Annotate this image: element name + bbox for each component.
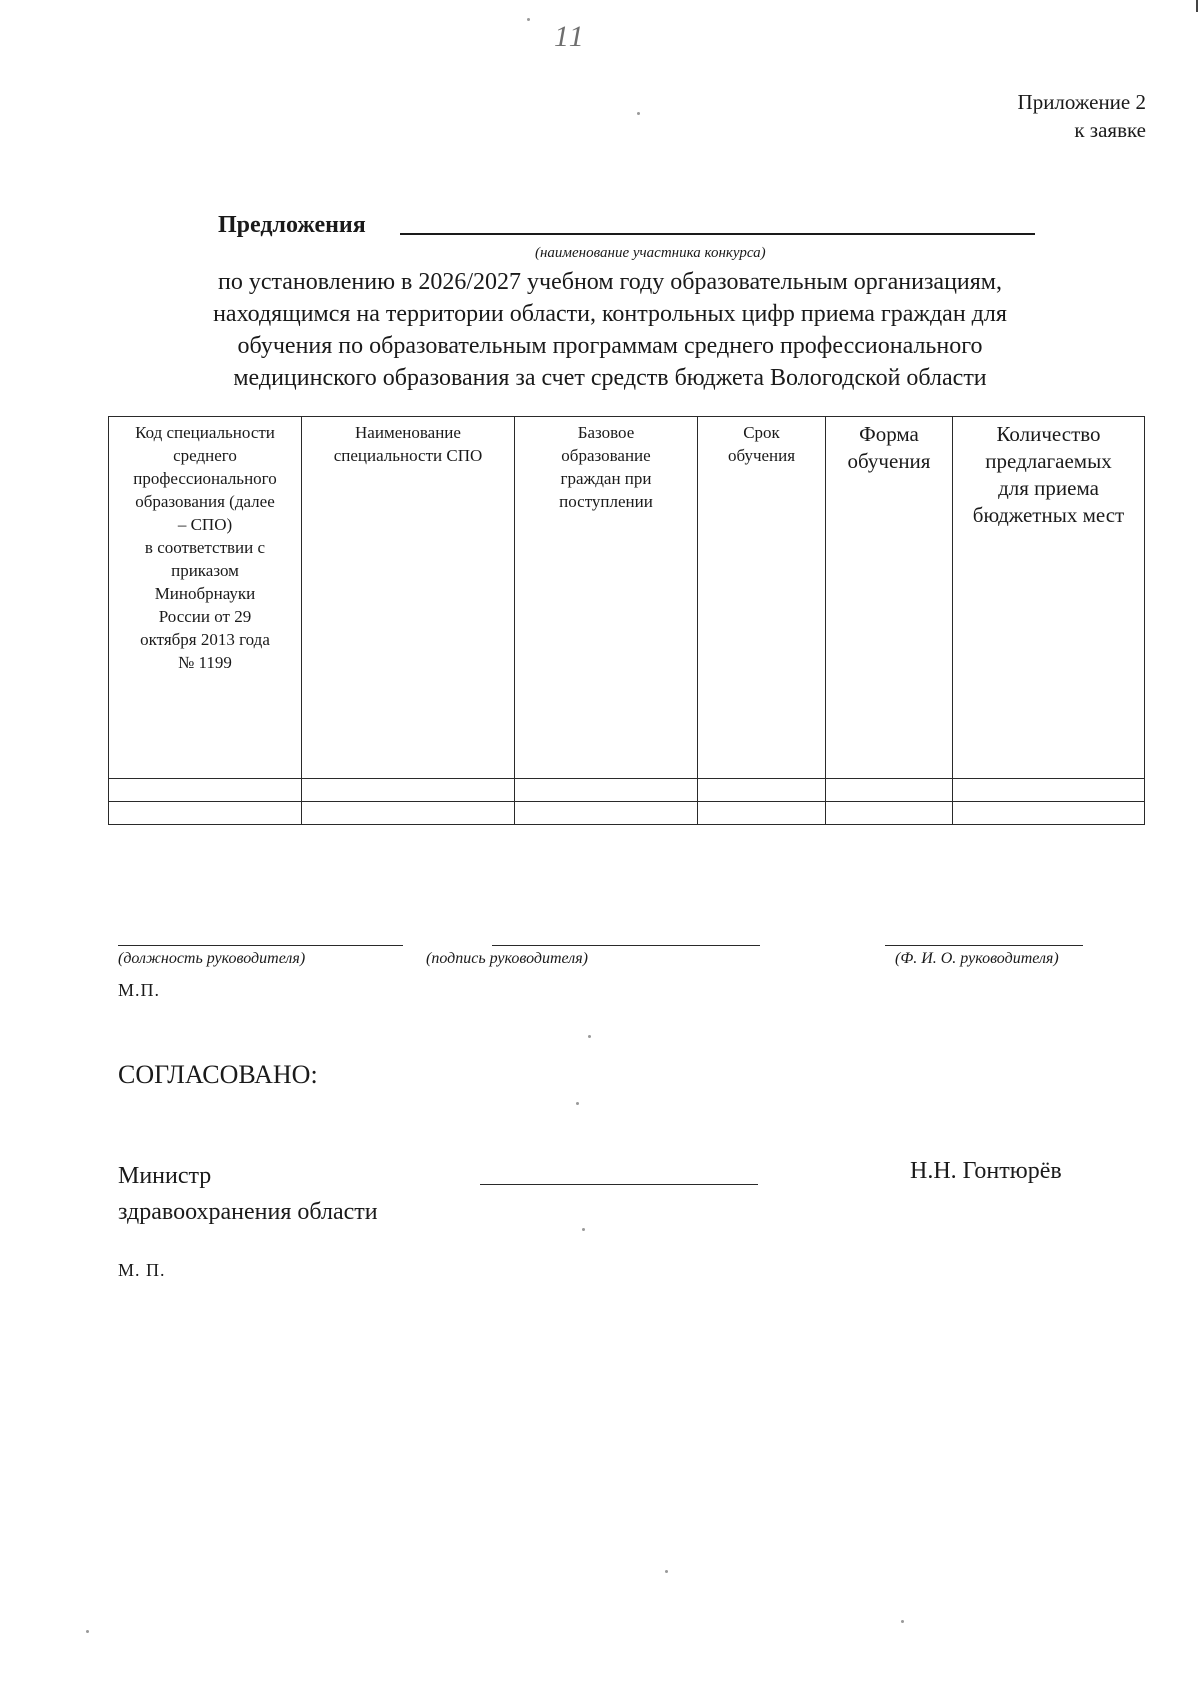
scan-speck	[901, 1620, 904, 1623]
stamp-label: М.П.	[118, 980, 161, 1000]
appendix-note	[1018, 88, 1146, 144]
agreed-heading: СОГЛАСОВАНО:	[118, 1060, 318, 1089]
table-row	[109, 779, 1145, 802]
table-row	[109, 802, 1145, 825]
table-header-row	[109, 417, 1145, 779]
header-base-education: Базовое образование граждан при поступлении	[515, 417, 698, 779]
table-cell[interactable]	[109, 779, 302, 802]
minister-signature-line	[480, 1184, 758, 1185]
signature-caption: (подпись руководителя)	[426, 950, 588, 967]
subtitle-line: обучения по образовательным программам среднего профессионального	[237, 333, 983, 359]
page-number: 11	[554, 20, 586, 53]
participant-caption: (наименование участника конкурса)	[535, 245, 766, 261]
table-cell[interactable]	[109, 802, 302, 825]
header-specialty-code: Код специальности среднего профессионального образования (далее – СПО) в соответствии с приказом Минобрнауки России от 29 октября 2013 года № 1199	[109, 417, 302, 779]
position-signature-line	[118, 945, 403, 946]
table-cell[interactable]	[515, 802, 698, 825]
scan-edge-mark	[1196, 0, 1198, 12]
header-study-period: Срок обучения	[698, 417, 826, 779]
subtitle-line: находящимся на территории области, контрольных цифр приема граждан для	[213, 301, 1007, 327]
header-study-form: Форма обучения	[826, 417, 953, 779]
scan-speck	[576, 1102, 579, 1105]
signature-line	[492, 945, 760, 946]
scan-speck	[637, 112, 640, 115]
table-cell[interactable]	[515, 779, 698, 802]
participant-name-line	[400, 233, 1035, 235]
name-caption: (Ф. И. О. руководителя)	[895, 950, 1059, 967]
scan-speck	[588, 1035, 591, 1038]
table-cell[interactable]	[953, 802, 1145, 825]
document-subtitle	[140, 266, 1080, 394]
scan-speck	[582, 1228, 585, 1231]
minister-line-2: здравоохранения области	[118, 1199, 378, 1225]
appendix-line-2: к заявке	[1074, 118, 1146, 142]
minister-line-1: Министр	[118, 1163, 212, 1189]
header-specialty-name: Наименование специальности СПО	[302, 417, 515, 779]
table-cell[interactable]	[302, 802, 515, 825]
name-signature-line	[885, 945, 1083, 946]
subtitle-line: медицинского образования за счет средств бюджета Вологодской области	[233, 365, 987, 391]
document-title: Предложения	[218, 212, 366, 238]
position-caption: (должность руководителя)	[118, 950, 306, 967]
approval-stamp-label: М. П.	[118, 1260, 166, 1280]
table-cell[interactable]	[698, 802, 826, 825]
scan-speck	[665, 1570, 668, 1573]
minister-title	[118, 1158, 378, 1230]
table-cell[interactable]	[826, 802, 953, 825]
minister-name: Н.Н. Гонтюрёв	[910, 1158, 1062, 1184]
table-cell[interactable]	[302, 779, 515, 802]
scan-speck	[527, 18, 530, 21]
scan-speck	[86, 1630, 89, 1633]
header-budget-places: Количество предлагаемых для приема бюджетных мест	[953, 417, 1145, 779]
appendix-line-1: Приложение 2	[1017, 90, 1146, 114]
subtitle-line: по установлению в 2026/2027 учебном году образовательным организациям,	[217, 269, 1002, 295]
table-cell[interactable]	[826, 779, 953, 802]
quota-table	[108, 416, 1145, 825]
table-cell[interactable]	[698, 779, 826, 802]
table-cell[interactable]	[953, 779, 1145, 802]
